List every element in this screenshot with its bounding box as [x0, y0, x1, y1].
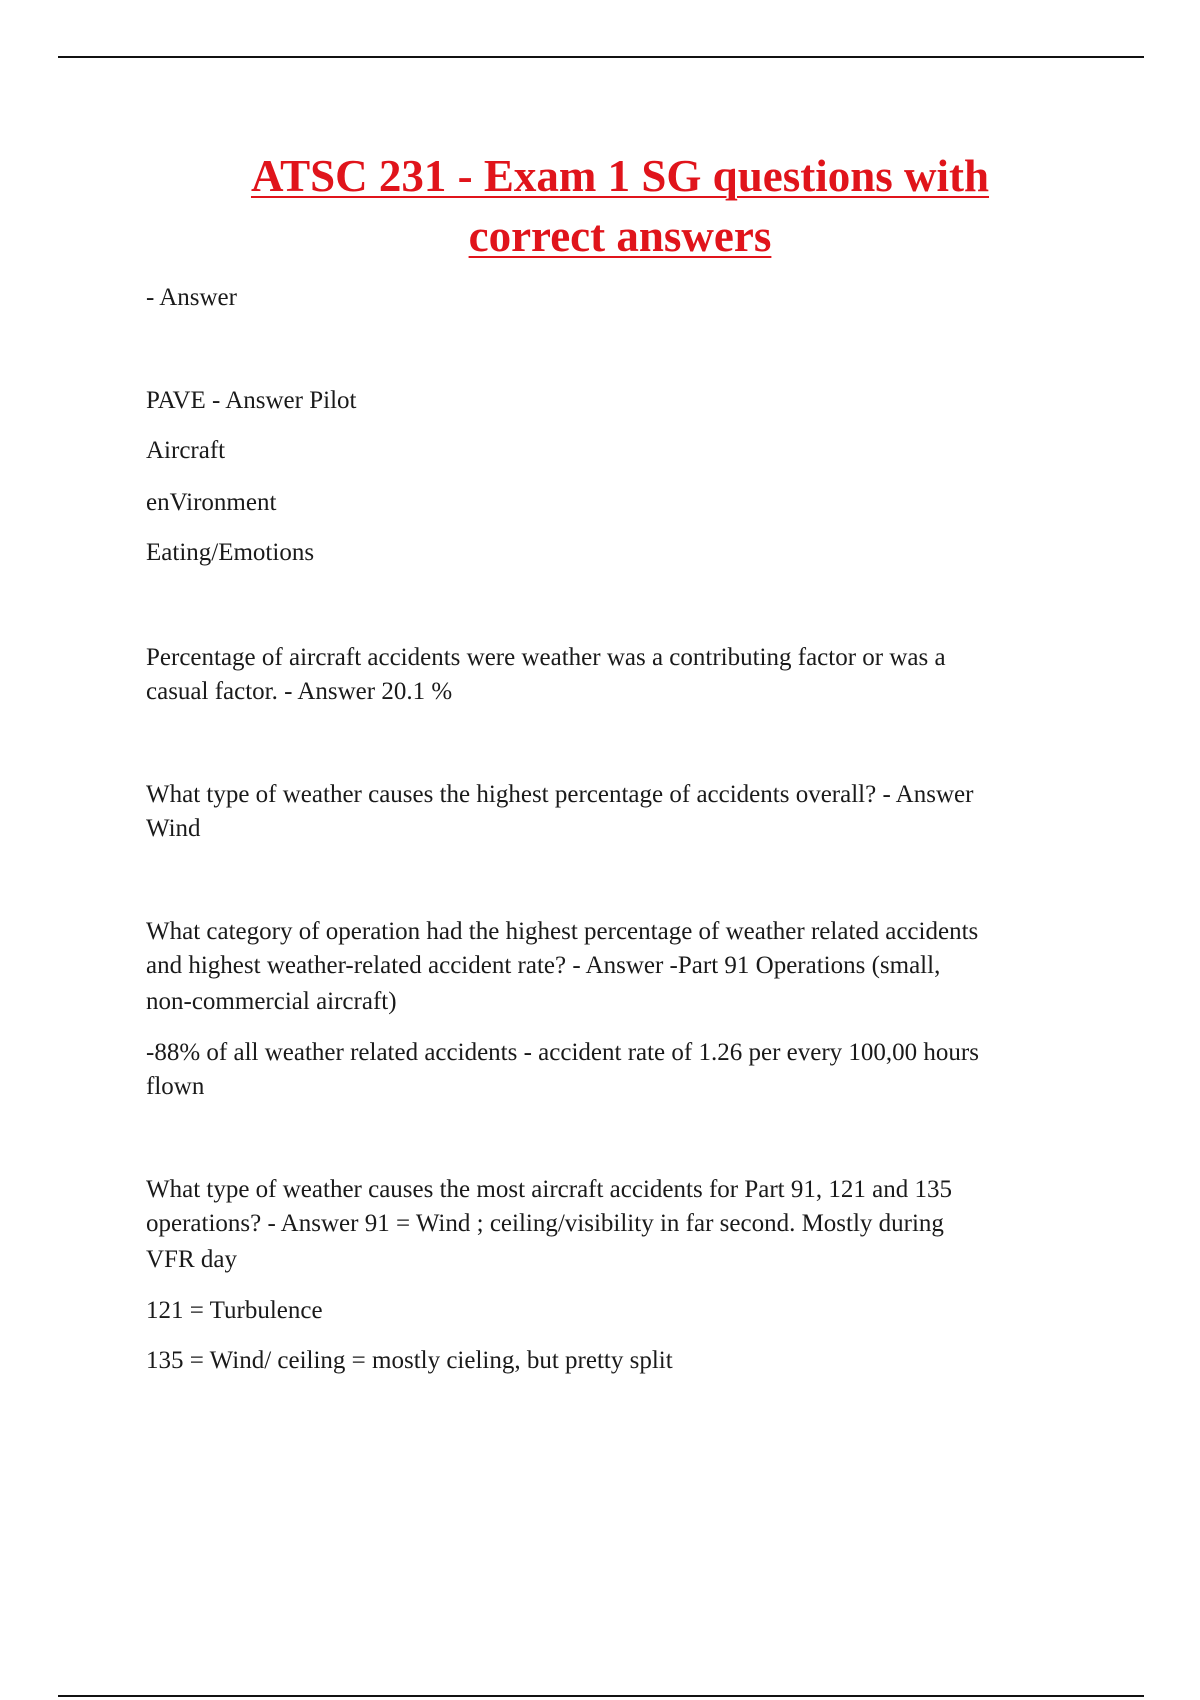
answer-line: - Answer: [146, 284, 237, 311]
qa-pave-line: enVironment: [146, 489, 277, 516]
qa-part-operations-line: 121 = Turbulence: [146, 1297, 323, 1324]
qa-operation-category-line: -88% of all weather related accidents - accident rate of 1.26 per every 100,00 hours: [146, 1039, 979, 1066]
title-line-2: correct answers: [468, 211, 772, 261]
qa-pave-line: Aircraft: [146, 437, 226, 464]
qa-percentage-line: Percentage of aircraft accidents were weather was a contributing factor or was a: [146, 644, 946, 671]
qa-part-operations-line: VFR day: [146, 1246, 237, 1273]
header-rule: [58, 56, 1144, 58]
footer-rule: [58, 1695, 1144, 1697]
qa-part-operations-line: What type of weather causes the most aircraft accidents for Part 91, 121 and 135: [146, 1176, 952, 1203]
qa-operation-category-line: What category of operation had the highest percentage of weather related accidents: [146, 918, 979, 945]
qa-weather-type-line: Wind: [146, 815, 201, 842]
qa-part-operations-line: operations? - Answer 91 = Wind ; ceiling/visibility in far second. Mostly during: [146, 1210, 944, 1237]
qa-pave-line: PAVE - Answer Pilot: [146, 387, 357, 414]
qa-percentage-line: casual factor. - Answer 20.1 %: [146, 678, 453, 705]
qa-operation-category-line: non-commercial aircraft): [146, 988, 397, 1015]
qa-operation-category-line: flown: [146, 1073, 205, 1100]
qa-pave-line: Eating/Emotions: [146, 539, 315, 566]
qa-part-operations-line: 135 = Wind/ ceiling = mostly cieling, but pretty split: [146, 1347, 673, 1374]
qa-weather-type-line: What type of weather causes the highest percentage of accidents overall? - Answer: [146, 781, 974, 808]
title-line-1: ATSC 231 - Exam 1 SG questions with: [250, 151, 990, 201]
qa-operation-category-line: and highest weather-related accident rate? - Answer -Part 91 Operations (small,: [146, 952, 941, 979]
page-title: [130, 146, 1110, 266]
